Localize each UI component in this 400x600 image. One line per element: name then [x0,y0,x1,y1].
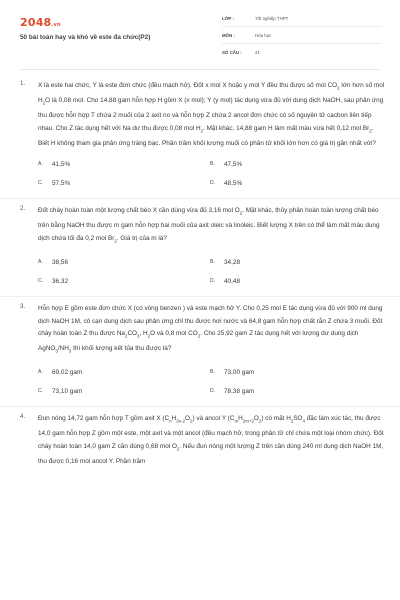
answer-option[interactable] [210,276,382,286]
question-item [0,413,400,478]
logo-suffix: .vn [51,22,61,28]
question-number: 2. [20,205,26,213]
logo-text: 2048 [20,16,52,29]
option-letter: D. [210,278,215,285]
answer-option[interactable] [210,159,382,169]
option-letter: D. [210,388,215,395]
option-text: 47,5% [224,160,243,168]
meta-value: Hóa học [255,32,272,38]
option-text: 36,32 [52,277,68,285]
option-text: 34,28 [224,258,240,266]
option-text: 57,5% [52,179,71,187]
option-letter: B. [210,369,215,376]
question-number: 1. [20,80,26,87]
answer-option[interactable] [38,257,210,267]
option-text: 73,10 gam [52,387,83,395]
meta-key: LỚP : [222,15,234,21]
option-letter: A. [38,369,43,376]
option-letter: C. [38,180,43,187]
answer-option[interactable] [210,178,382,188]
option-text: 41,5% [52,160,71,168]
meta-row-count [222,44,382,61]
question-text: Hỗn hợp E gồm este đơn chức X (có vòng benzen ) và este mạch hở Y. Cho 0,25 mol E tác dụng vừa đủ với 900 ml dung dịch NaOH 1M, cô cạn dung dịch sau phản ứng chỉ thu được hơi nước và 64,8 gam hỗn hợp chất rắn Z chứa 3 muối. Đốt cháy hoàn toàn Z thu được $Na_2CO_3$, $H_2O$ và 0,8 mol $CO_2$. Cho 25,92 gam Z tác dụng hết với lượng dư dung dịch $AgNO_3/NH_3$ thì khối lượng kết tủa thu được là? [38,305,383,354]
answer-options [38,159,386,188]
answer-option[interactable] [210,257,382,267]
option-letter: B. [210,259,215,266]
option-letter: C. [38,388,43,395]
question-item [0,80,400,199]
option-text: 38,56 [52,258,68,266]
meta-value: 21 [255,50,260,55]
option-text: 48,5% [224,179,243,187]
header-divider [20,69,380,70]
meta-key: MÔN : [222,32,235,38]
meta-key: SỐ CÂU : [222,50,242,55]
option-text: 73,00 gam [224,368,255,376]
answer-option[interactable] [38,386,210,396]
question-number: 3. [20,303,26,311]
answer-option[interactable] [210,386,382,396]
question-number: 4. [20,413,26,421]
meta-row-class [222,10,382,27]
answer-option[interactable] [38,276,210,286]
question-list [0,80,400,485]
document-header [0,0,400,70]
question-item [0,303,400,407]
document-title: 50 bài toán hay và khó về este đa chức(P2) [20,34,151,41]
site-logo[interactable] [20,16,61,29]
option-text: 40,48 [224,277,240,285]
answer-options [38,257,386,286]
question-text: X là este hai chức, Y là este đơn chức (đều mạch hở). Đốt x mol X hoặc y mol Y đều thu được số mol $CO_2$ lớn hơn số mol $H_2O$ là 0,08 mol. Cho 14,88 gam hỗn hợp H gồm X (x mol); Y (y mol) tác dụng vừa đủ với dung dịch NaOH, sau phản ứng thu được hỗn hợp T chứa 2 muối của 2 axit no và hỗn hợp Z chứa 2 ancol đơn chức có số nguyên tử cacbon liên tiếp nhau. Cho Z tác dụng hết với Na dư thu được 0,08 mol $H_2$. Mặt khác, 14,88 gam H làm mất màu vừa hết 0,12 mol $Br_2$. Biết H không tham gia phản ứng tráng bạc. Phần trăm khối lượng muối có phân tử khối lớn hơn có giá trị gần nhất với? [38,82,385,147]
question-item [0,205,400,297]
option-text: 69,02 gam [52,368,83,376]
option-text: 78,38 gam [224,387,255,395]
meta-row-subject [222,27,382,44]
option-letter: B. [210,161,215,168]
answer-option[interactable] [38,178,210,188]
question-text: Đốt cháy hoàn toàn một lượng chất béo X cần dùng vừa đủ 3,16 mol $O_2$. Mặt khác, thủy phân hoàn toàn lượng chất béo trên bằng NaOH thu được m gam hỗn hợp hai muối của axit oleic và linoleic. Biết lượng X trên có thể làm mất màu dung dịch chứa tối đa 0,2 mol $Br_2$. Giá trị của m là? [38,207,380,244]
option-letter: D. [210,180,215,187]
answer-option[interactable] [38,159,210,169]
option-letter: A. [38,161,43,168]
meta-table [222,10,382,61]
option-letter: C. [38,278,43,285]
answer-option[interactable] [210,367,382,377]
question-text: Đun nóng 14,72 gam hỗn hợp T gồm axit X $(C_nH_{2n-2}O_2)$ và ancol Y $(C_mH_{2m+2}O_2)$ có mặt $H_2SO_4$ đặc làm xúc tác, thu được 14,0 gam hỗn hợp Z gồm một este, một axit và một ancol (đều mạch hở, trong phân tử chỉ chứa một loại nhóm chức). Đốt cháy hoàn toàn 14,0 gam Z cần dùng 0,68 mol $O_2$. Nếu đun nóng một lượng Z trên cần dùng 240 ml dung dịch NaOH 1M, thu được 0,16 mol ancol Y. Phần trăm [38,415,384,466]
answer-option[interactable] [38,367,210,377]
meta-value: Tốt nghiệp THPT [255,15,289,21]
option-letter: A. [38,259,43,266]
answer-options [38,367,386,396]
